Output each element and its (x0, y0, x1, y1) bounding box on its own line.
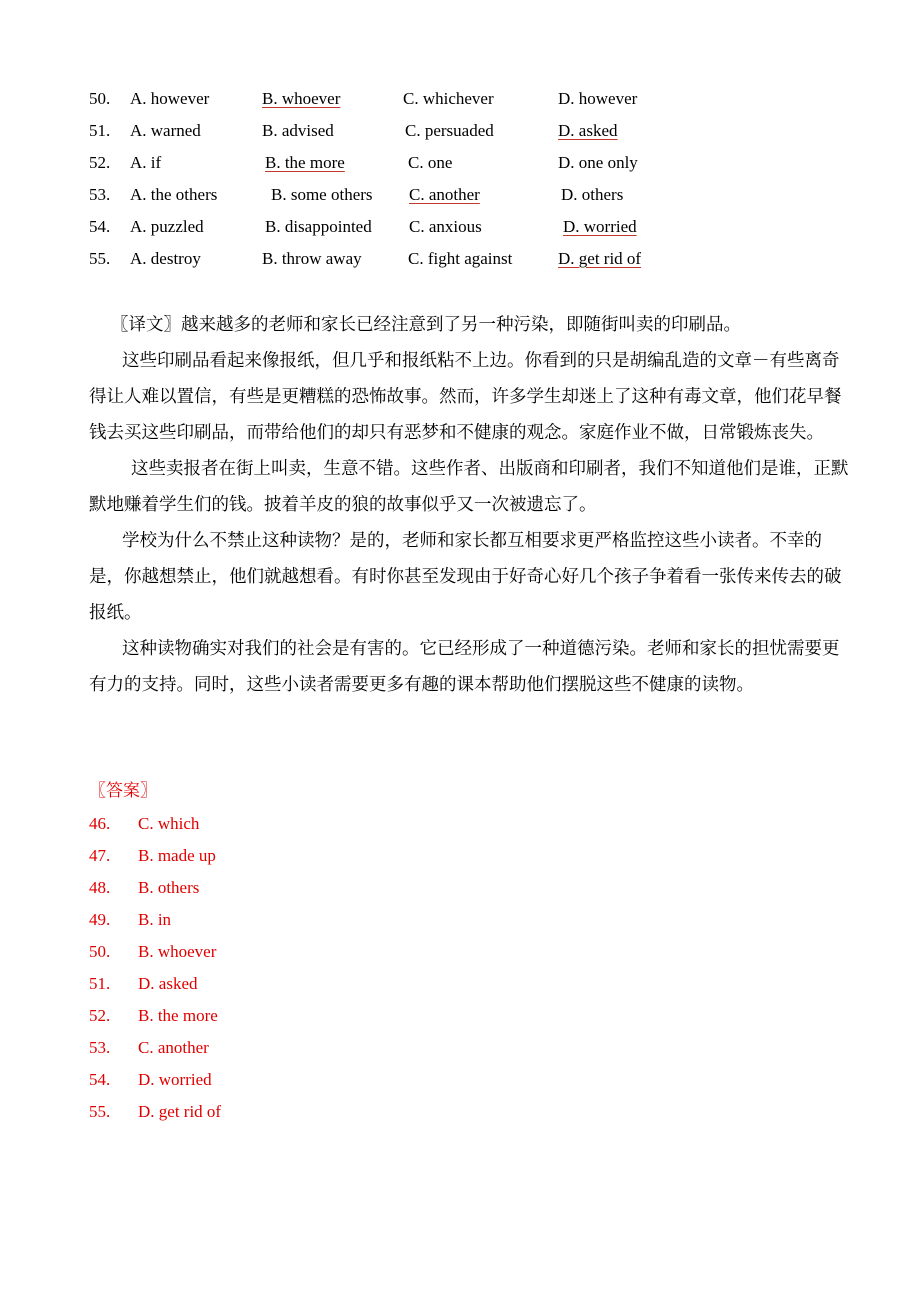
option-a: A. however (130, 89, 210, 108)
option-b-correct: B. whoever (262, 89, 341, 108)
translation (89, 306, 849, 702)
answer-number: 54. (89, 1070, 111, 1089)
translation-paragraph: 学校为什么不禁止这种读物？是的，老师和家长都互相要求更严格监控这些小读者。不幸的是，你越想禁止，他们就越想看。有时你甚至发现由于好奇心好几个孩子争着看一张传来传去的破报纸。 (89, 530, 842, 622)
option-a: A. if (130, 153, 162, 172)
answer-number: 46. (89, 814, 111, 833)
answer-text: B. the more (138, 1006, 218, 1025)
answer-number: 55. (89, 1102, 111, 1121)
option-c: C. anxious (409, 217, 482, 236)
option-c: C. one (408, 153, 453, 172)
option-d: D. others (561, 185, 624, 204)
question-number: 51. (89, 121, 111, 140)
answer-number: 53. (89, 1038, 111, 1057)
answer-number: 52. (89, 1006, 111, 1025)
option-d: D. one only (558, 153, 638, 172)
answer-text: B. made up (138, 846, 216, 865)
answer-text: C. another (138, 1038, 209, 1057)
option-c: C. fight against (408, 249, 513, 268)
answer-text: B. others (138, 878, 200, 897)
question-number: 54. (89, 217, 111, 236)
option-c-correct: C. another (409, 185, 480, 204)
option-a: A. puzzled (130, 217, 204, 236)
answer-number: 49. (89, 910, 111, 929)
option-a: A. warned (130, 121, 201, 140)
translation-paragraph: 这种读物确实对我们的社会是有害的。它已经形成了一种道德污染。老师和家长的担忧需要更有力的支持。同时，这些小读者需要更多有趣的课本帮助他们摆脱这些不健康的读物。 (89, 638, 840, 694)
answer-text: D. asked (138, 974, 198, 993)
answer-number: 47. (89, 846, 111, 865)
option-b: B. throw away (262, 249, 362, 268)
answer-text: B. in (138, 910, 172, 929)
option-b: B. advised (262, 121, 334, 140)
option-b-correct: B. the more (265, 153, 345, 172)
answer-number: 50. (89, 942, 111, 961)
answer-text: B. whoever (138, 942, 217, 961)
answers-heading: 〖答案〗 (89, 781, 157, 800)
question-number: 55. (89, 249, 111, 268)
answer-text: D. worried (138, 1070, 212, 1089)
option-a: A. destroy (130, 249, 201, 268)
option-c: C. persuaded (405, 121, 494, 140)
answer-text: C. which (138, 814, 200, 833)
question-number: 53. (89, 185, 111, 204)
option-d: D. however (558, 89, 638, 108)
answer-number: 51. (89, 974, 111, 993)
option-b: B. disappointed (265, 217, 372, 236)
answer-number: 48. (89, 878, 111, 897)
option-d-correct: D. get rid of (558, 249, 642, 268)
translation-paragraph: 这些印刷品看起来像报纸，但几乎和报纸粘不上边。你看到的只是胡编乱造的文章－有些离奇得让人难以置信，有些是更糟糕的恐怖故事。然而，许多学生却迷上了这种有毒文章，他们花早餐钱去买这些印刷品，而带给他们的却只有恶梦和不健康的观念。家庭作业不做，日常锻炼丧失。 (89, 350, 842, 442)
option-c: C. whichever (403, 89, 494, 108)
option-d-correct: D. asked (558, 121, 618, 140)
option-b: B. some others (271, 185, 373, 204)
question-number: 50. (89, 89, 111, 108)
option-a: A. the others (130, 185, 218, 204)
question-number: 52. (89, 153, 111, 172)
option-d-correct: D. worried (563, 217, 637, 236)
answer-text: D. get rid of (138, 1102, 222, 1121)
translation-paragraph: 这些卖报者在街上叫卖，生意不错。这些作者、出版商和印刷者，我们不知道他们是谁，正默默地赚着学生们的钱。披着羊皮的狼的故事似乎又一次被遗忘了。 (89, 458, 849, 514)
translation-paragraph: 〖译文〗越来越多的老师和家长已经注意到了另一种污染，即随街叫卖的印刷品。 (111, 314, 741, 334)
